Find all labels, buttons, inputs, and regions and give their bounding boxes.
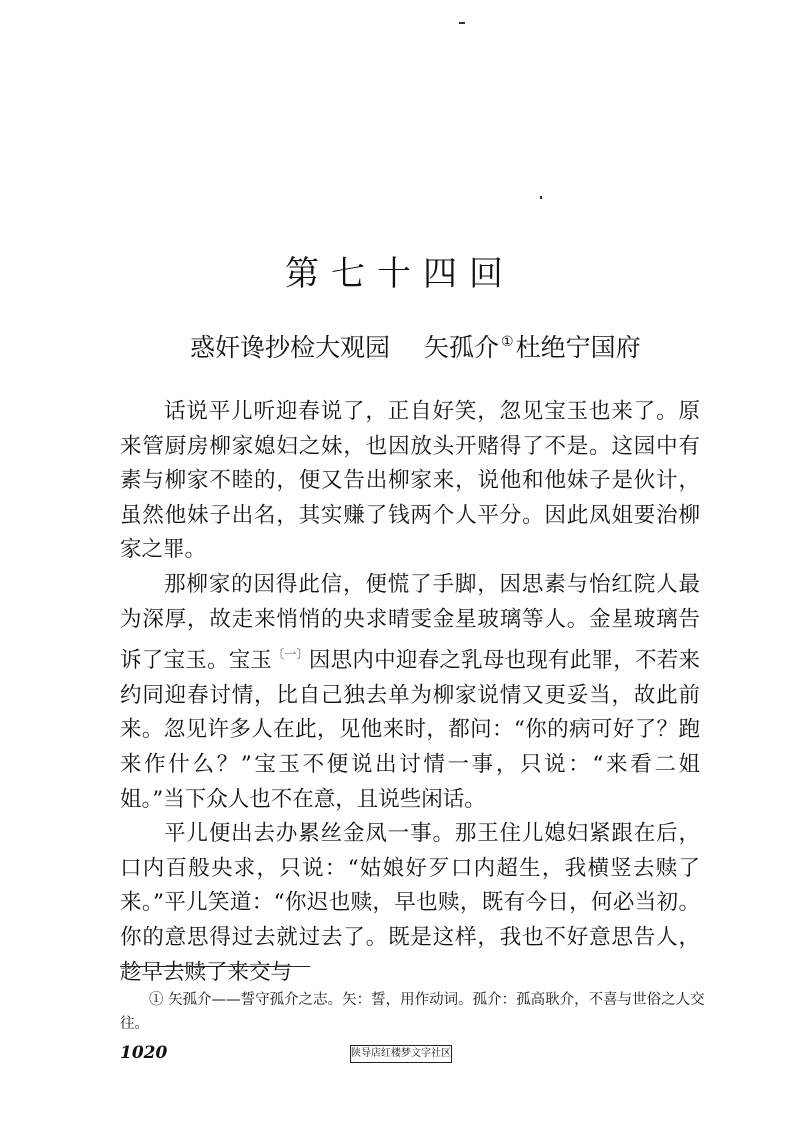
chapter-title: 第七十四回 [285,254,515,294]
subtitle-part-2: 矢孤介 [424,333,500,362]
chapter-body [120,395,700,990]
subtitle-part-1: 惑奸谗抄检大观园 [190,333,391,362]
paragraph-2-continued: 因思内中迎春之乳母也现有此罪，不若来约同迎春讨情，比自己独去单为柳家说情又更妥当，故此前来。忽见许多人在此，见他来时，都问：“你的病可好了？跑来作什么？”宝玉不便说出讨情一事，只说：“来看二姐姐。”当下众人也不在意，且说些闲话。 [120,648,700,812]
watermark-stamp: 陕导店红楼梦文字社区 [350,1045,452,1063]
scan-speck [540,196,542,199]
paragraph-3: 平儿便出去办累丝金凤一事。那王住儿媳妇紧跟在后，口内百般央求，只说：“姑娘好歹口内超生，我横竖去赎了来。”平儿笑道：“你迟也赎，早也赎，既有今日，何必当初。你的意思得过去就过去了。既是这样，我也不好意思告人，趁早去赎了来交与 [120,821,700,985]
collation-marker: 〔一〕 [272,647,309,662]
footnote-marker: ① [501,334,514,350]
paragraph-2 [120,568,700,817]
subtitle-part-3: 杜绝宁国府 [515,333,641,362]
page-number: 1020 [120,1043,168,1063]
footnote: ① 矢孤介——誓守孤介之志。矢：誓，用作动词。孤介：孤高耿介，不喜与世俗之人交往。 [120,992,705,1032]
paragraph-2-text: 那柳家的因得此信，便慌了手脚，因思素与怡红院人最为深厚，故走来悄悄的央求晴雯金星玻璃等人。金星玻璃告诉了宝玉。宝玉 [120,571,700,674]
paragraph-1: 话说平儿听迎春说了，正自好笑，忽见宝玉也来了。原来管厨房柳家媳妇之妹，也因放头开赌得了不是。这园中有素与柳家不睦的，便又告出柳家来，说他和他妹子是伙计，虽然他妹子出名，其实赚了钱两个人平分。因此凤姐要治柳家之罪。 [120,399,700,563]
footnote-divider [120,966,310,967]
chapter-subtitle [190,326,641,364]
scan-speck [459,22,465,24]
